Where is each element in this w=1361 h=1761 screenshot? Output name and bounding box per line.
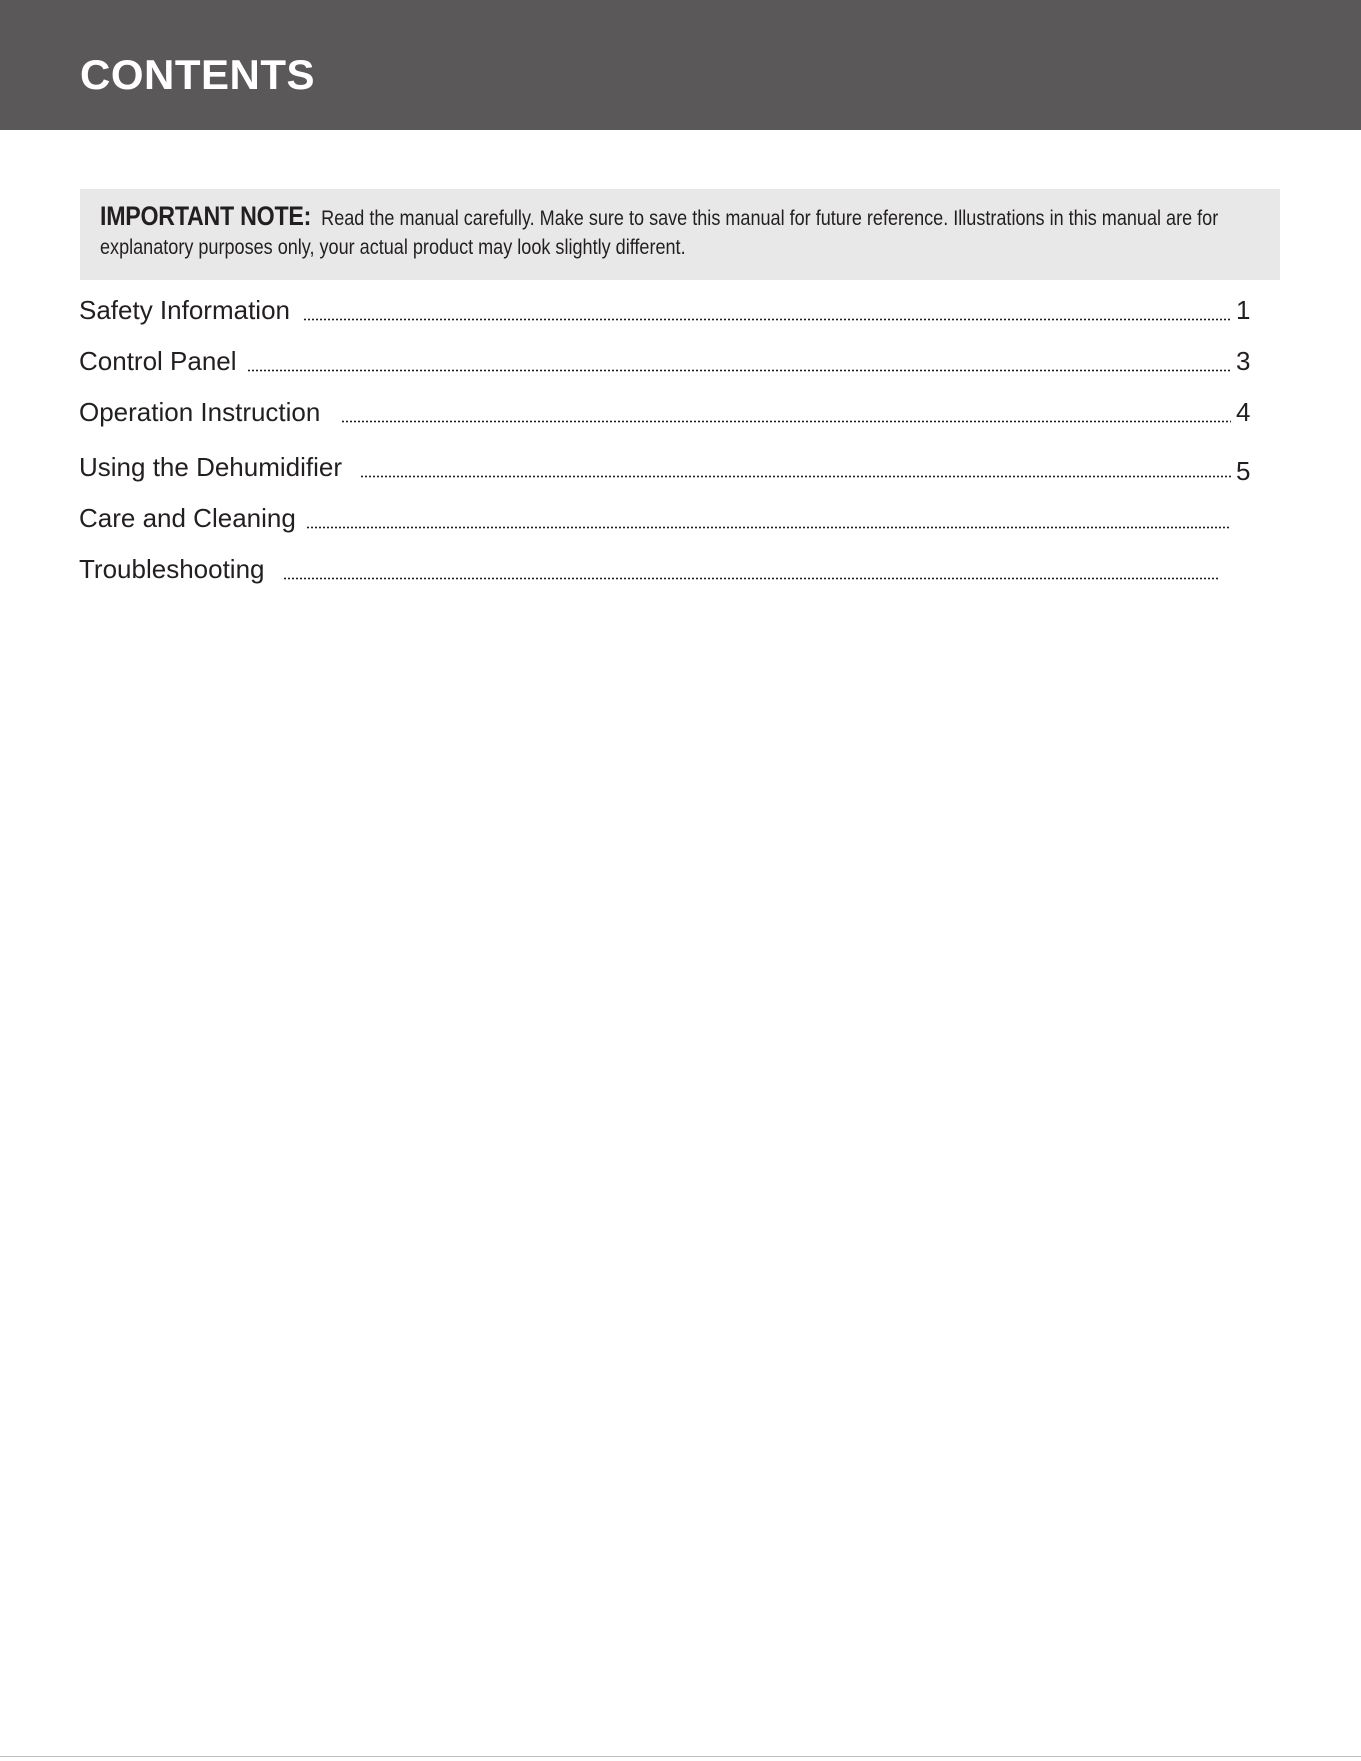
toc-item-using-the-dehumidifier[interactable]	[79, 447, 1259, 487]
important-note-label: IMPORTANT NOTE:	[100, 201, 312, 231]
toc-item-label: Safety Information	[79, 290, 290, 330]
toc-dot-leader	[341, 420, 1231, 423]
footer-divider	[0, 1756, 1361, 1757]
toc-item-page-number: 5	[1236, 456, 1251, 486]
toc-item-control-panel[interactable]	[79, 341, 1259, 381]
page-title: CONTENTS	[80, 51, 315, 98]
important-note-text	[100, 202, 1261, 262]
toc-item-troubleshooting[interactable]	[79, 549, 1259, 589]
toc-dot-leader	[247, 369, 1231, 372]
toc-item-care-and-cleaning[interactable]	[79, 498, 1259, 538]
toc-dot-leader	[283, 577, 1219, 580]
important-note-body: Read the manual carefully. Make sure to save this manual for future reference. Illustrations in this manual are for explanatory purposes only, your actual product may look slightly different.	[100, 207, 1219, 259]
toc-dot-leader	[306, 526, 1231, 529]
toc-dot-leader	[303, 318, 1231, 321]
toc-item-label: Operation Instruction	[79, 392, 320, 432]
toc-item-safety-information[interactable]	[79, 290, 1259, 330]
toc-dot-leader	[360, 475, 1231, 478]
toc-item-label: Troubleshooting	[79, 549, 265, 589]
toc-item-label: Care and Cleaning	[79, 498, 296, 538]
toc-item-page-number: 3	[1236, 346, 1251, 376]
toc-item-label: Using the Dehumidifier	[79, 447, 342, 487]
toc-item-page-number: 4	[1236, 397, 1251, 427]
toc-item-operation-instruction[interactable]	[79, 392, 1259, 432]
toc-item-label: Control Panel	[79, 341, 237, 381]
toc-item-page-number: 1	[1236, 295, 1251, 325]
important-note-box	[80, 189, 1280, 280]
